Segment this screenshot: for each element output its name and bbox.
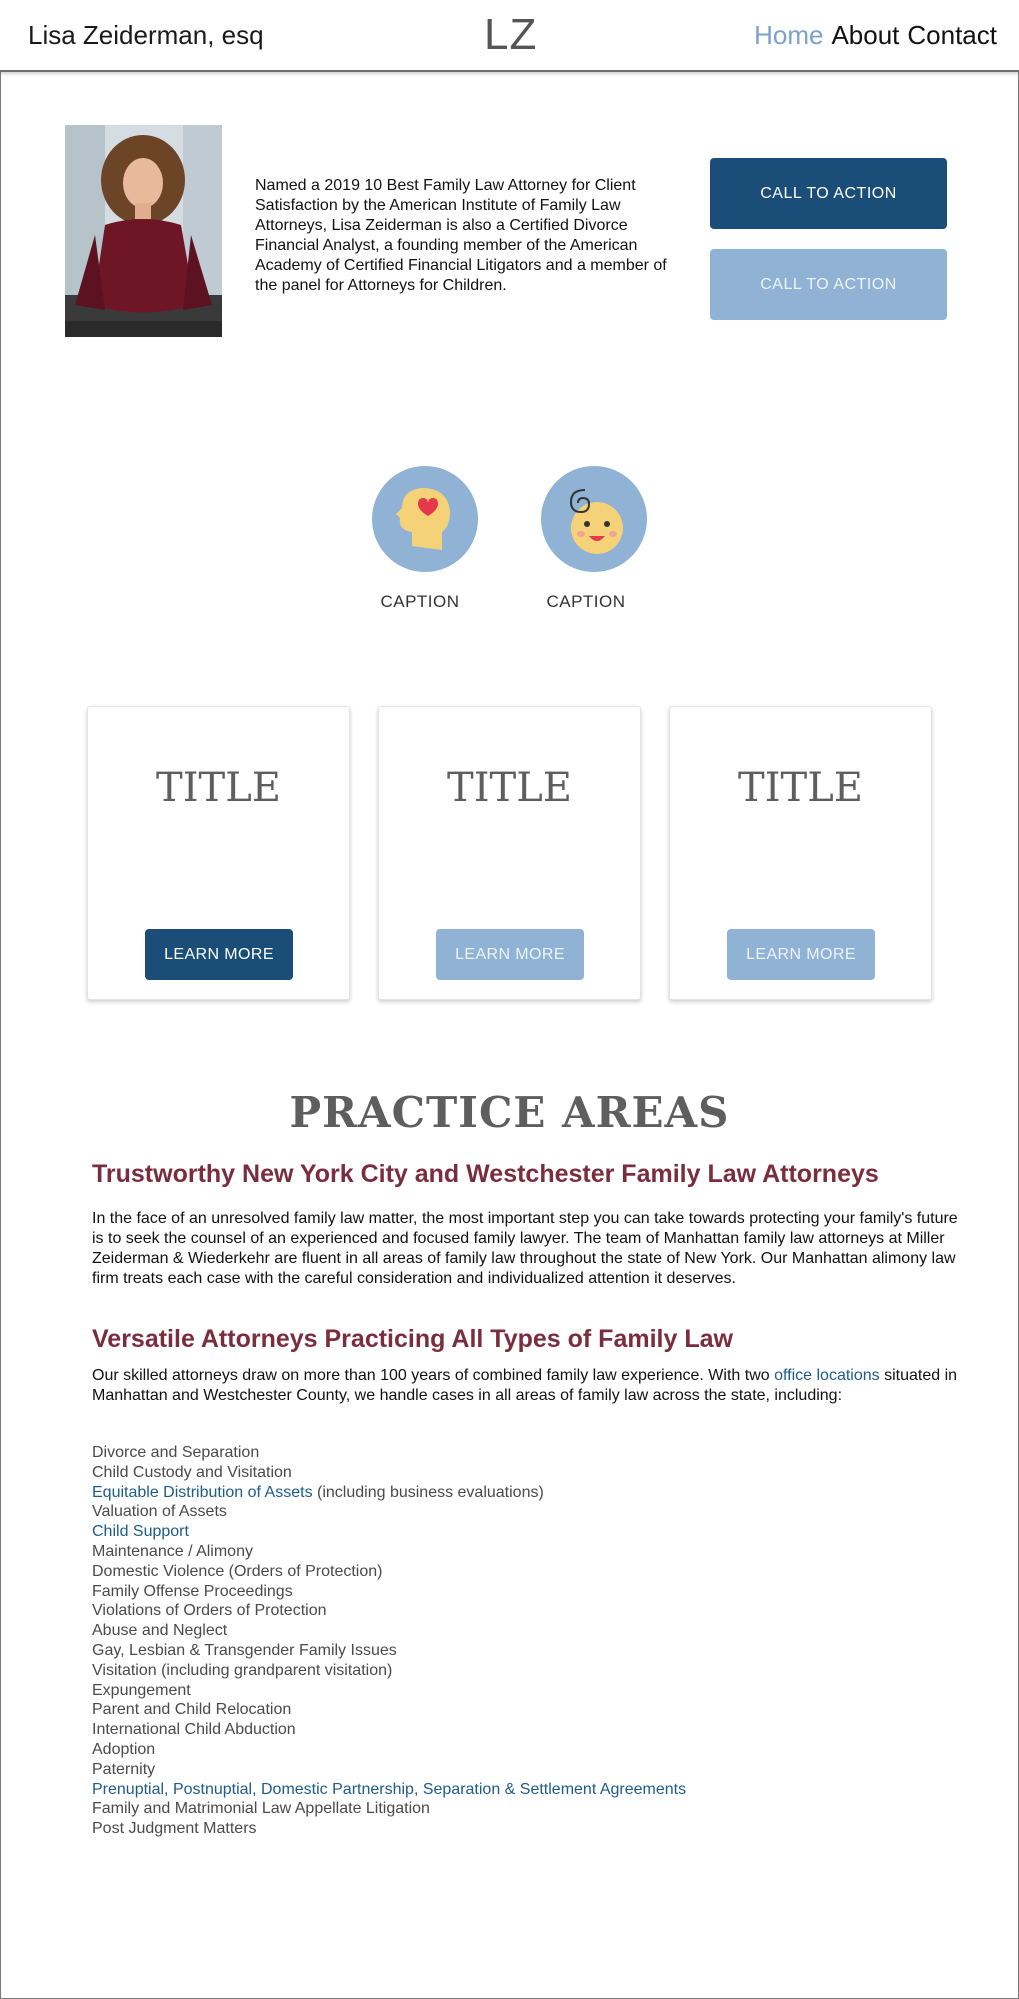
practice-area-text: Gay, Lesbian & Transgender Family Issues (92, 1641, 397, 1659)
list-item (92, 1582, 972, 1602)
primary-cta-button[interactable]: CALL TO ACTION (710, 158, 947, 229)
practice-paragraph-1: In the face of an unresolved family law matter, the most important step you can take towards protecting your family's future is to seek the counsel of an experienced and focused family lawyer. The team of Manhattan family law attorneys at Miller Zeiderman & Wiederkehr are fluent in all areas of family law throughout the state of New York. Our Manhattan alimony law firm treats each case with the careful consideration and individualized attention it deserves. (92, 1210, 958, 1287)
practice-area-text: Paternity (92, 1760, 156, 1778)
practice-subheading-1: Trustworthy New York City and Westchester Family Law Attorneys (92, 1160, 879, 1188)
practice-area-text: Child Custody and Visitation (92, 1463, 292, 1481)
list-item (92, 1760, 972, 1780)
list-item (92, 1562, 972, 1582)
learn-more-button[interactable]: LEARN MORE (436, 929, 584, 980)
nav-about-link[interactable]: About (831, 20, 900, 50)
list-item (92, 1720, 972, 1740)
list-item (92, 1740, 972, 1760)
list-item (92, 1641, 972, 1661)
list-item (92, 1542, 972, 1562)
site-header (0, 0, 1019, 72)
practice-area-link[interactable]: Child Support (92, 1523, 189, 1541)
learn-more-button[interactable]: LEARN MORE (145, 929, 293, 980)
practice-area-link[interactable]: Prenuptial, Postnuptial, Domestic Partnership, Separation & Settlement Agreements (92, 1780, 687, 1798)
main-nav (754, 20, 997, 51)
hero-description: Named a 2019 10 Best Family Law Attorney for Client Satisfaction by the American Institute of Family Law Attorneys, Lisa Zeiderman is also a Certified Divorce Financial Analyst, a founding member of the American Academy of Certified Financial Litigators and a member of the panel for Attorneys for Children. (255, 177, 667, 294)
card-title: TITLE (738, 765, 863, 811)
practice-area-text: Expungement (92, 1681, 191, 1699)
practice-area-text: Family and Matrimonial Law Appellate Litigation (92, 1800, 430, 1818)
practice-area-text: Domestic Violence (Orders of Protection) (92, 1562, 383, 1580)
list-item (92, 1780, 972, 1800)
office-locations-link[interactable]: office locations (774, 1367, 880, 1384)
secondary-cta-button[interactable]: CALL TO ACTION (710, 249, 947, 320)
practice-areas-heading: PRACTICE AREAS (289, 1088, 730, 1137)
practice-area-text: Abuse and Neglect (92, 1622, 228, 1640)
feature-caption-2: CAPTION (546, 592, 626, 611)
card-title: TITLE (156, 765, 281, 811)
practice-paragraph-2 (92, 1366, 972, 1406)
list-item (92, 1799, 972, 1819)
practice-area-link[interactable]: Equitable Distribution of Assets (92, 1483, 313, 1501)
practice-subheading-2: Versatile Attorneys Practicing All Types of Family Law (92, 1325, 733, 1353)
practice-area-text: (including business evaluations) (312, 1483, 544, 1501)
list-item (92, 1443, 972, 1463)
list-item (92, 1463, 972, 1483)
list-item (92, 1522, 972, 1542)
practice-area-text: Valuation of Assets (92, 1503, 227, 1521)
list-item (92, 1819, 972, 1839)
paragraph-text: situated in Manhattan and Westchester County, we handle cases in all areas of family law across the state, including: (92, 1367, 958, 1404)
learn-more-button[interactable]: LEARN MORE (727, 929, 875, 980)
feature-card-3 (669, 706, 932, 1000)
practice-area-text: Visitation (including grandparent visitation) (92, 1661, 393, 1679)
head-heart-icon (372, 466, 478, 572)
list-item (92, 1700, 972, 1720)
list-item (92, 1681, 972, 1701)
attorney-portrait (65, 125, 222, 337)
list-item (92, 1502, 972, 1522)
list-item (92, 1483, 972, 1503)
practice-area-text: International Child Abduction (92, 1721, 296, 1739)
list-item (92, 1661, 972, 1681)
practice-area-text: Divorce and Separation (92, 1444, 260, 1461)
nav-home-link[interactable]: Home (754, 20, 824, 50)
practice-area-text: Parent and Child Relocation (92, 1701, 292, 1719)
site-logo[interactable]: LZ (484, 10, 538, 59)
baby-face-icon (541, 466, 647, 572)
feature-caption-1: CAPTION (380, 592, 460, 611)
card-title: TITLE (447, 765, 572, 811)
practice-area-text: Post Judgment Matters (92, 1820, 257, 1838)
nav-contact-link[interactable]: Contact (907, 20, 997, 50)
practice-area-text: Maintenance / Alimony (92, 1542, 253, 1560)
brand-name[interactable]: Lisa Zeiderman, esq (28, 20, 264, 50)
practice-areas-list (92, 1443, 972, 1839)
feature-card-1 (87, 706, 350, 1000)
list-item (92, 1621, 972, 1641)
practice-area-text: Adoption (92, 1740, 156, 1758)
paragraph-text: Our skilled attorneys draw on more than 100 years of combined family law experience. With two (92, 1367, 775, 1384)
feature-card-2 (378, 706, 641, 1000)
practice-area-text: Family Offense Proceedings (92, 1582, 293, 1600)
practice-area-text: Violations of Orders of Protection (92, 1602, 327, 1620)
list-item (92, 1601, 972, 1621)
